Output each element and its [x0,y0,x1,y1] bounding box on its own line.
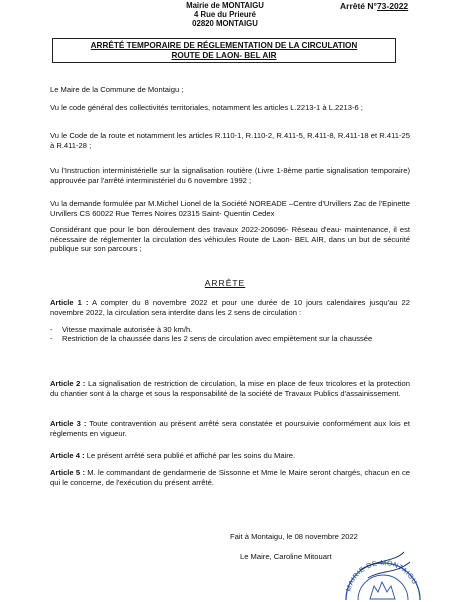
arrete-heading: ARRÊTE [204,278,246,288]
preamble-vu-demande: Vu la demande formulée par M.Michel Lionel de la Société NOREADE –Centre d'Urvillers Zac de l'Epinette Urvillers CS 60022 Rue Terres Noires 02315 Saint- Quentin Cedex [50,199,410,218]
preamble-maire: Le Maire de la Commune de Montaigu ; [50,85,184,94]
document-title-box [52,38,396,63]
article-2-label: Article 2 : [50,379,86,388]
document-title-line2: ROUTE DE LAON- BEL AIR [171,51,277,60]
preamble-vu-instruction: Vu l'Instruction interministérielle sur la signalisation routière (Livre 1-8ème partie signalisation temporaire) approuvée par l'arrêté interministériel du 6 novembre 1992 ; [50,166,410,185]
fait-date-line: Fait à Montaigu, le 08 novembre 2022 [230,532,358,541]
preamble-vu-cgct: Vu le code général des collectivités territoriales, notamment les articles L.2213-1 à L.2213-6 ; [50,103,363,112]
article-1-text: A compter du 8 novembre 2022 et pour une durée de 10 jours calendaires jusqu'au 22 novembre 2022, la circulation sera interdite dans les 2 sens de circulation : [50,298,410,317]
signatory: Le Maire, Caroline Mitouart [240,552,332,561]
dash-bullet: - [50,334,53,343]
article-5-label: Article 5 : [50,468,85,477]
mairie-postcode: 02820 MONTAIGU [192,19,258,28]
article-5-text: M. le commandant de gendarmerie de Sissonne et Mme le Maire seront chargés, chacun en ce qui le concerne, de l'exécution du présent arrêté. [50,468,410,487]
arrete-number-value: 73-2022 [376,1,409,11]
dash-bullet: - [50,325,53,334]
article-1-item [50,334,410,344]
article-4 [50,451,410,461]
article-5 [50,468,410,487]
preamble-vu-code-route: Vu le Code de la route et notamment les articles R.110-1, R.110-2, R.411-5, R.411-8, R.411-18 et R.411-25 à R.411-28 ; [50,131,410,150]
document-title-line1: ARRÊTÉ TEMPORAIRE DE RÉGLEMENTATION DE LA CIRCULATION [90,41,358,50]
preamble-considerant: Considérant que pour le bon déroulement des travaux 2022-206096- Réseau d'eau- maintenance, il est nécessaire de réglementer la circulation des véhicules Route de Laon- BEL AIR, dans un but de sécurité publique sur son parcours ; [50,225,410,254]
article-3-label: Article 3 : [50,419,87,428]
mairie-name: Mairie de MONTAIGU [186,1,264,10]
article-3 [50,419,410,438]
mairie-street: 4 Rue du Prieuré [194,10,256,19]
article-4-text: Le présent arrêté sera publié et affiché par les soins du Maire. [86,451,296,460]
article-2 [50,379,410,398]
arrete-number [340,1,408,11]
article-4-label: Article 4 : [50,451,85,460]
article-1-label: Article 1 : [50,298,89,307]
seal-text: MAIRIE DE MONTAIGU [345,559,418,593]
arrete-number-prefix: Arrêté N° [340,1,377,11]
article-1-item-text: Vitesse maximale autorisée à 30 km/h. [62,325,193,334]
article-1 [50,298,410,317]
article-3-text: Toute contravention au présent arrêté sera constatée et poursuivie conformément aux lois et règlements en vigueur. [50,419,410,438]
article-1-item-text: Restriction de la chaussée dans les 2 sens de circulation avec empiètement sur la chaussée [62,334,373,343]
mairie-seal-stamp [340,540,425,602]
article-2-text: La signalisation de restriction de circulation, la mise en place de feux tricolores et la protection du chantier sont à la charge et sous la responsabilité de la société de Travaux Publics d'assainissement. [50,379,410,398]
